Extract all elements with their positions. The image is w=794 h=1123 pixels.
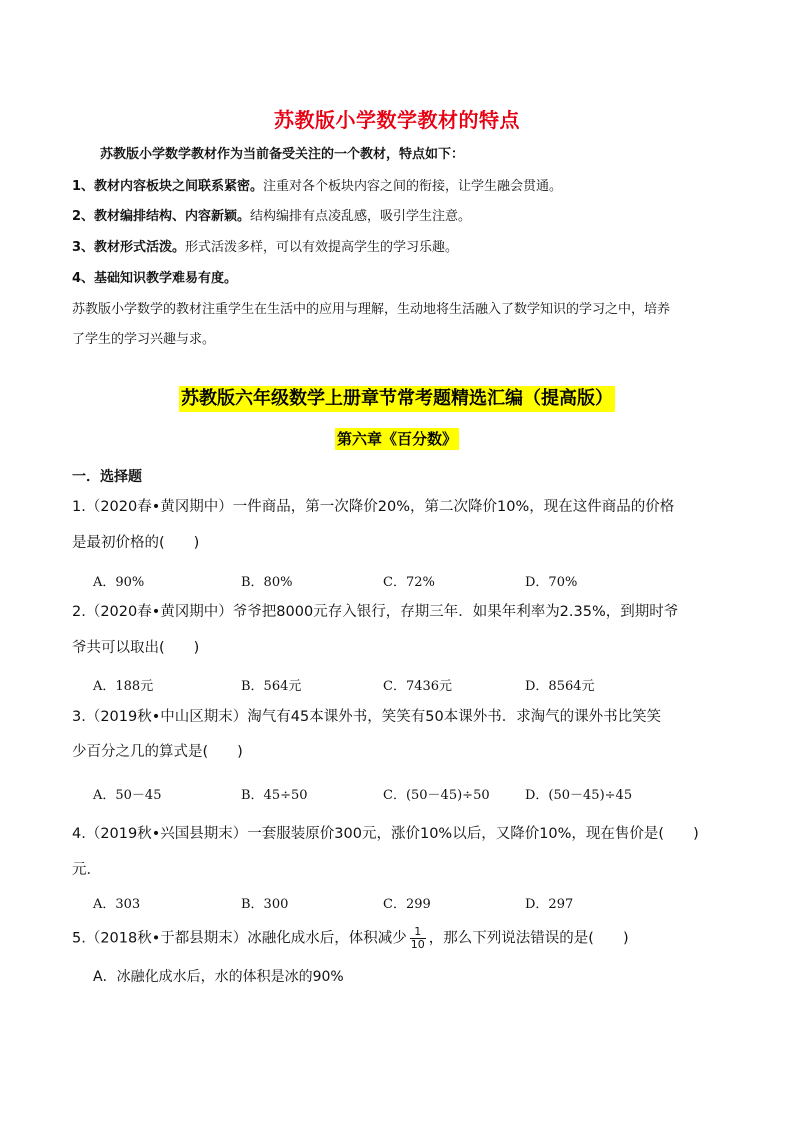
intro-point-bold: 2、教材编排结构、内容新颖。 (72, 209, 251, 224)
question-5-option-a: A．冰融化成水后，水的体积是冰的90% (93, 969, 344, 985)
intro-point-bold: 1、教材内容板块之间联系紧密。 (72, 179, 264, 194)
intro-point-bold: 3、教材形式活泼。 (72, 240, 186, 255)
option-a: A．188元 (93, 679, 154, 694)
option-a: A．303 (93, 897, 141, 912)
question-1-line-1: 1.（2020春•黄冈期中）一件商品，第一次降价20%，第二次降价10%，现在这件商品的价格 (72, 499, 675, 515)
option-b: B．45÷50 (241, 788, 308, 803)
fraction-denominator: 10 (410, 938, 425, 951)
option-d: D．8564元 (525, 679, 595, 694)
question-1-line-2: 是最初价格的( ) (72, 535, 200, 551)
intro-point-3 (72, 239, 732, 257)
option-c: C．299 (383, 897, 431, 912)
question-5-text-after: ，那么下列说法错误的是( ) (428, 930, 629, 947)
question-4-line-1: 4.（2019秋•兴国县期末）一套服装原价300元，涨价10%以后，又降价10%，现在售价是( ) (72, 826, 699, 842)
option-a: A．50－45 (93, 788, 162, 803)
option-a: A．90% (93, 575, 145, 590)
chapter-heading-wrap (0, 428, 794, 450)
intro-point-text: 注重对各个板块内容之间的衔接，让学生融会贯通。 (263, 179, 563, 194)
intro-summary-line-1: 苏教版小学数学的教材注重学生在生活中的应用与理解，生动地将生活融入了数学知识的学习之中，培养 (72, 302, 671, 317)
option-b: B．300 (241, 897, 289, 912)
page-title: 苏教版小学数学教材的特点 (274, 108, 520, 132)
section-heading: 一．选择题 (72, 469, 142, 485)
question-4-options (93, 893, 713, 911)
question-3-line-2: 少百分之几的算式是( ) (72, 744, 243, 760)
question-2-line-1: 2.（2020春•黄冈期中）爷爷把8000元存入银行，存期三年．如果年利率为2.35%，到期时爷 (72, 604, 679, 620)
chapter-heading: 第六章《百分数》 (336, 430, 457, 448)
option-d: D．70% (525, 575, 578, 590)
intro-point-2 (72, 208, 732, 226)
intro-point-text: 结构编排有点凌乱感，吸引学生注意。 (250, 209, 472, 224)
option-d: D．(50－45)÷45 (525, 788, 633, 803)
intro-summary-line-2: 了学生的学习兴趣与求。 (72, 332, 216, 347)
main-heading-wrap (0, 386, 794, 412)
intro-lead (100, 146, 760, 164)
question-2-options (93, 675, 713, 693)
intro-point-1 (72, 178, 732, 196)
question-5-line-1 (72, 926, 629, 951)
main-heading: 苏教版六年级数学上册章节常考题精选汇编（提高版） (179, 386, 615, 412)
question-2-line-2: 爷共可以取出( ) (72, 640, 200, 656)
option-c: C．72% (383, 575, 435, 590)
option-b: B．564元 (241, 679, 302, 694)
question-4-line-2: 元． (72, 862, 101, 878)
intro-point-text: 形式活泼多样，可以有效提高学生的学习乐趣。 (185, 240, 459, 255)
fraction-numerator: 1 (410, 926, 426, 939)
question-5-text-before: 5.（2018秋•于都县期末）冰融化成水后，体积减少 (72, 930, 407, 947)
option-c: C．(50－45)÷50 (383, 788, 490, 803)
intro-point-4 (72, 270, 732, 288)
fraction (410, 926, 426, 951)
option-c: C．7436元 (383, 679, 453, 694)
question-3-line-1: 3.（2019秋•中山区期末）淘气有45本课外书，笑笑有50本课外书．求淘气的课外书比笑笑 (72, 709, 662, 725)
option-d: D．297 (525, 897, 574, 912)
intro-point-bold: 4、基础知识教学难易有度。 (72, 271, 238, 286)
intro-lead-text: 苏教版小学数学教材作为当前备受关注的一个教材，特点如下： (100, 147, 465, 162)
question-1-options (93, 571, 713, 589)
option-b: B．80% (241, 575, 293, 590)
question-3-options (93, 784, 713, 802)
